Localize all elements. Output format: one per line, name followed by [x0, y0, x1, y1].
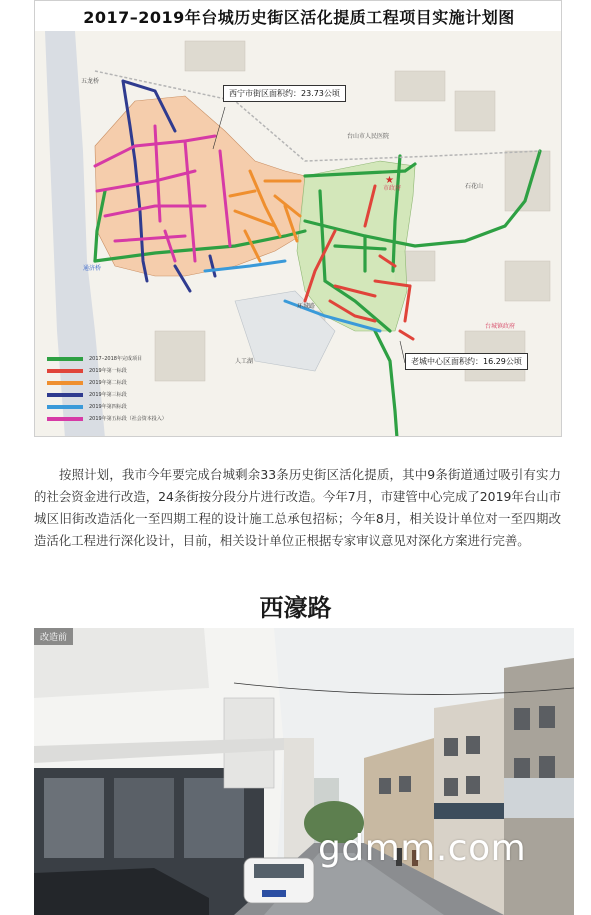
east-area-callout: 老城中心区面积约：16.29公顷: [405, 353, 528, 370]
legend-label: 2017–2018年完成项目: [89, 356, 142, 362]
legend-label: 2019年第一标段: [89, 368, 127, 374]
district-plan-map: [34, 0, 562, 437]
street-title: 西濠路: [259, 594, 332, 622]
legend-label: 2019年第二标段: [89, 380, 127, 386]
street-photo-drawing: [34, 628, 574, 915]
legend-swatch: [47, 393, 83, 397]
legend-row: [47, 353, 207, 364]
legend-row: [47, 389, 207, 400]
legend-label: 2019年第四标段: [89, 404, 127, 410]
legend-label: 2019年第三标段: [89, 392, 127, 398]
legend-row: [47, 401, 207, 412]
legend-row: [47, 413, 207, 424]
site-watermark: gdmm.com: [318, 828, 527, 869]
map-title: 2017–2019年台城历史街区活化提质工程项目实施计划图: [83, 8, 515, 27]
legend-swatch: [47, 417, 83, 421]
map-label-town-government: 台城镇政府: [485, 323, 516, 330]
map-label-hospital: 台山市人民医院: [347, 133, 390, 140]
article-paragraph: 按照计划，我市今年要完成台城剩余33条历史街区活化提质，其中9条街道通过吸引有实力的社会资金进行改造，24条街按分段分片进行改造。今年7月，市建管中心完成了2019年台山市城区旧街改造活化一至四期工程的设计施工总承包招标；今年8月，相关设计单位对一至四期改造活化工程进行深化设计，目前，相关设计单位正根据专家审议意见对深化方案进行完善。: [34, 467, 561, 548]
map-label-city-government: 市政府: [383, 185, 402, 192]
legend-swatch: [47, 369, 83, 373]
legend-row: [47, 365, 207, 376]
legend-swatch: [47, 381, 83, 385]
legend-label: 2019年第五标段（社会资本投入）: [89, 416, 167, 422]
map-label-tongji-bridge: 通济桥: [83, 265, 102, 272]
photo-before-tag: 改造前: [34, 628, 73, 645]
legend-row: [47, 377, 207, 388]
west-area-callout: 西宁市街区面积约：23.73公顷: [223, 85, 346, 102]
map-label-ring-road: 环城路: [297, 303, 316, 310]
legend-swatch: [47, 357, 83, 361]
street-photo: [34, 628, 574, 915]
map-label-shihua-hill: 石花山: [465, 183, 484, 190]
map-label-lake: 人工湖: [235, 358, 254, 365]
map-legend: [47, 353, 207, 425]
map-label-wulong-bridge: 五龙桥: [81, 78, 100, 85]
svg-text:★: ★: [385, 175, 394, 186]
legend-swatch: [47, 405, 83, 409]
